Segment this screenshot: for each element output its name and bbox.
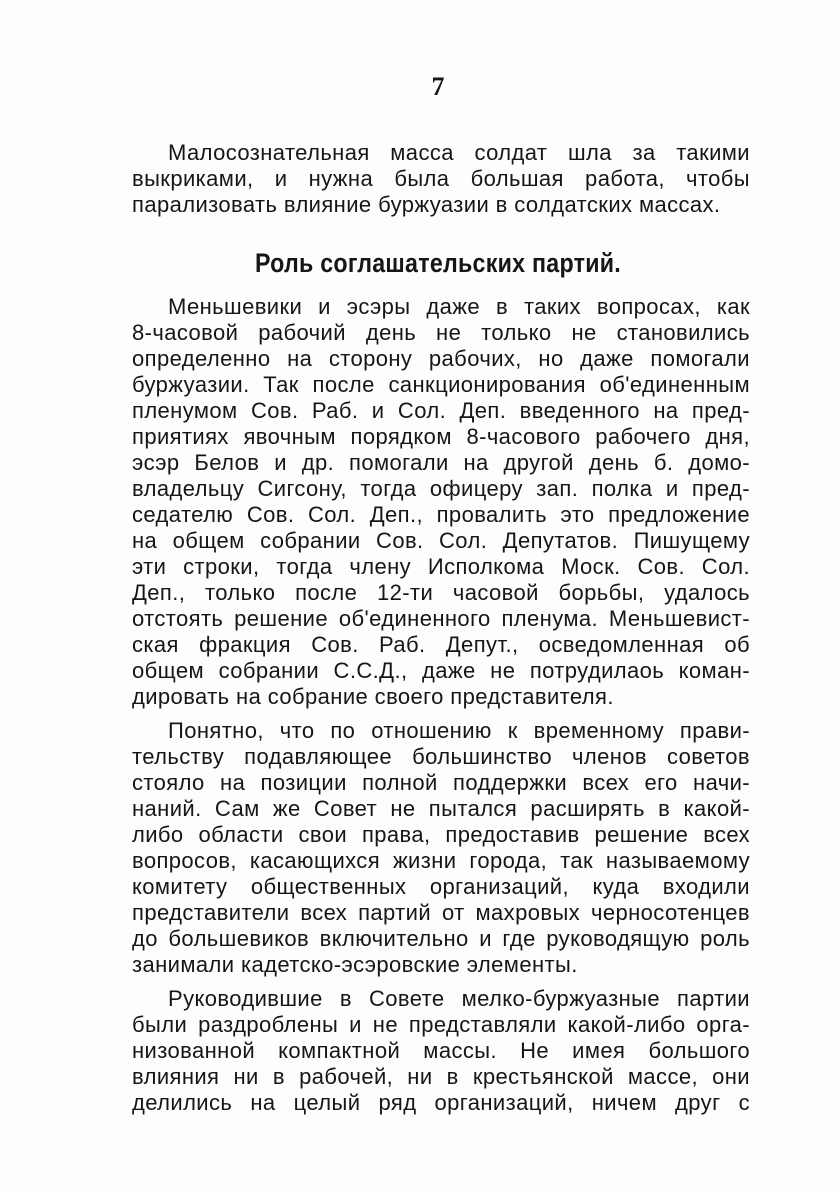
text-line: выкриками, и нужна была большая работа, чтобы [132, 166, 750, 191]
text-line: эсэр Белов и др. помогали на другой день б. домо- [132, 450, 750, 475]
text-line: делились на целый ряд организаций, ничем друг с [132, 1090, 750, 1115]
text-line: определенно на сторону рабочих, но даже помогали [132, 346, 750, 371]
text-line: представители всех партий от махровых черносотенцев [132, 900, 750, 925]
text-line: либо области свои права, предоставив решение всех [132, 822, 750, 847]
text-line: были раздроблены и не представляли какой-либо орга- [132, 1012, 750, 1037]
text-line: буржуазии. Так после санкционирования об'единенным [132, 372, 750, 397]
text-line: вопросов, касающихся жизни города, так называемому [132, 848, 750, 873]
text-line: занимали кадетско-эсэровские элементы. [132, 952, 578, 977]
text-line: 8-часовой рабочий день не только не становились [132, 320, 750, 345]
text-line: отстоять решение об'единенного пленума. Меньшевист- [132, 606, 750, 631]
section-heading: Роль соглашательских партий. [254, 248, 622, 278]
text-line: приятиях явочным порядком 8-часового рабочего дня, [132, 424, 750, 449]
text-line: комитету общественных организаций, куда входили [132, 874, 750, 899]
text-line: общем собрании С.С.Д., даже не потрудилаоь коман- [132, 658, 750, 683]
text-line: низованной компактной массы. Не имея большого [132, 1038, 750, 1063]
text-line: ская фракция Сов. Раб. Депут., осведомленная об [132, 632, 750, 657]
text-line: дировать на собрание своего представителя. [132, 684, 614, 709]
text-line: парализовать влияние буржуазии в солдатских массах. [132, 192, 721, 217]
text-line: пленумом Сов. Раб. и Сол. Деп. введенного на пред- [132, 398, 750, 423]
page-number: 7 [431, 72, 445, 101]
text-line: владельцу Сигсону, тогда офицеру зап. полка и пред- [132, 476, 750, 501]
text-line: стояло на позиции полной поддержки всех его начи- [132, 770, 750, 795]
text-line: Руководившие в Совете мелко-буржуазные партии [168, 986, 750, 1011]
text-line: Меньшевики и эсэры даже в таких вопросах, как [168, 294, 750, 319]
text-line: влияния ни в рабочей, ни в крестьянской массе, они [132, 1064, 750, 1089]
text-line: эти строки, тогда члену Исполкома Моск. Сов. Сол. [132, 554, 750, 579]
text-line: седателю Сов. Сол. Деп., провалить это предложение [132, 502, 750, 527]
text-line: Деп., только после 12-ти часовой борьбы, удалось [132, 580, 750, 605]
text-line: тельству подавляющее большинство членов советов [132, 744, 750, 769]
text-line: до большевиков включительно и где руководящую роль [132, 926, 750, 951]
text-line: на общем собрании Сов. Сол. Депутатов. Пишущему [132, 528, 750, 553]
text-line: наний. Сам же Совет не пытался расширять в какой- [132, 796, 750, 821]
text-line: Понятно, что по отношению к временному прави- [168, 718, 750, 743]
text-line: Малосознательная масса солдат шла за такими [168, 140, 750, 165]
